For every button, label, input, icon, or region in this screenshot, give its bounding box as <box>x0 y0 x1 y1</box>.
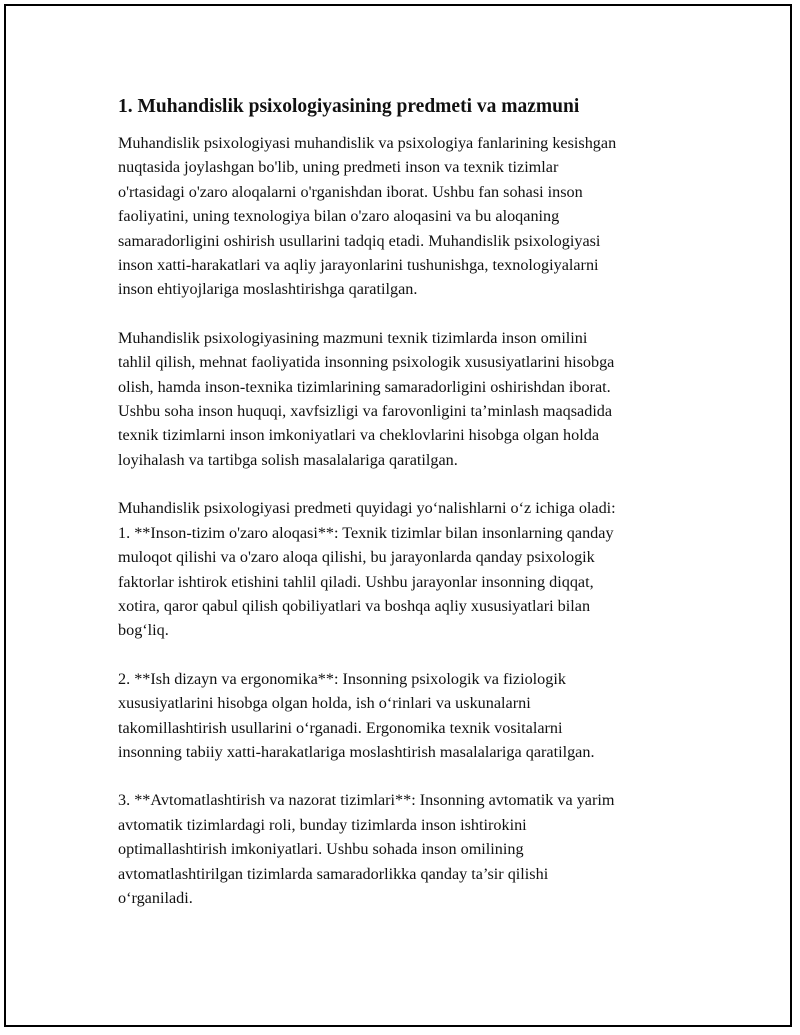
paragraph-directions-item-1: Muhandislik psixologiyasi predmeti quyidagi yo‘nalishlarni o‘z ichiga oladi: 1. **Inson-tizim o'zaro aloqasi**: Texnik tizimlar bilan insonlarning qanday muloqot qilishi va o'zaro aloqa qilishi, bu jarayonlarda qanday psixologik faktorlar ishtirok etishini tahlil qiladi. Ushbu jarayonlar insonning diqqat, xotira, qaror qabul qilish qobiliyatlari va boshqa aqliy xususiyatlari bilan bog‘liq. <box>118 499 616 640</box>
document-title: 1. Muhandislik psixologiyasining predmeti va mazmuni <box>118 96 580 117</box>
paragraph-content-description: Muhandislik psixologiyasining mazmuni texnik tizimlarda inson omilini tahlil qilish, mehnat faoliyatida insonning psixologik xususiyatlarini hisobga olish, hamda inson-texnika tizimlarining samaradorligini oshirishdan iborat. Ushbu soha inson huquqi, xavfsizligi va farovonligini ta’minlash maqsadida texnik tizimlarni inson imkoniyatlari va cheklovlarini hisobga olgan holda loyihalash va tartibga solish masalalariga qaratilgan. <box>118 328 615 469</box>
document-body <box>118 94 698 910</box>
paragraph-directions-item-3: 3. **Avtomatlashtirish va nazorat tizimlari**: Insonning avtomatik va yarim avtomatik tizimlardagi roli, bunday tizimlarda inson ishtirokini optimallashtirish imkoniyatlari. Ushbu sohada inson omilining avtomatlashtirilgan tizimlarda samaradorlikka qanday ta’sir qilishi o‘rganiladi. <box>118 791 615 907</box>
paragraph-directions-item-2: 2. **Ish dizayn va ergonomika**: Insonning psixologik va fiziologik xususiyatlarini hisobga olgan holda, ish o‘rinlari va uskunalarni takomillashtirish usullarini o‘rganadi. Ergonomika texnik vositalarni insonning tabiiy xatti-harakatlariga moslashtirish masalalariga qaratilgan. <box>118 669 595 761</box>
paragraph-subject-definition: Muhandislik psixologiyasi muhandislik va psixologiya fanlarining kesishgan nuqtasida joylashgan bo'lib, uning predmeti inson va texnik tizimlar o'rtasidagi o'zaro aloqalarni o'rganishdan iborat. Ushbu fan sohasi inson faoliyatini, uning texnologiya bilan o'zaro aloqasini va bu aloqaning samaradorligini oshirish usullarini tadqiq etadi. Muhandislik psixologiyasi inson xatti-harakatlari va aqliy jarayonlarini tushunishga, texnologiyalarni inson ehtiyojlariga moslashtirishga qaratilgan. <box>118 134 617 299</box>
